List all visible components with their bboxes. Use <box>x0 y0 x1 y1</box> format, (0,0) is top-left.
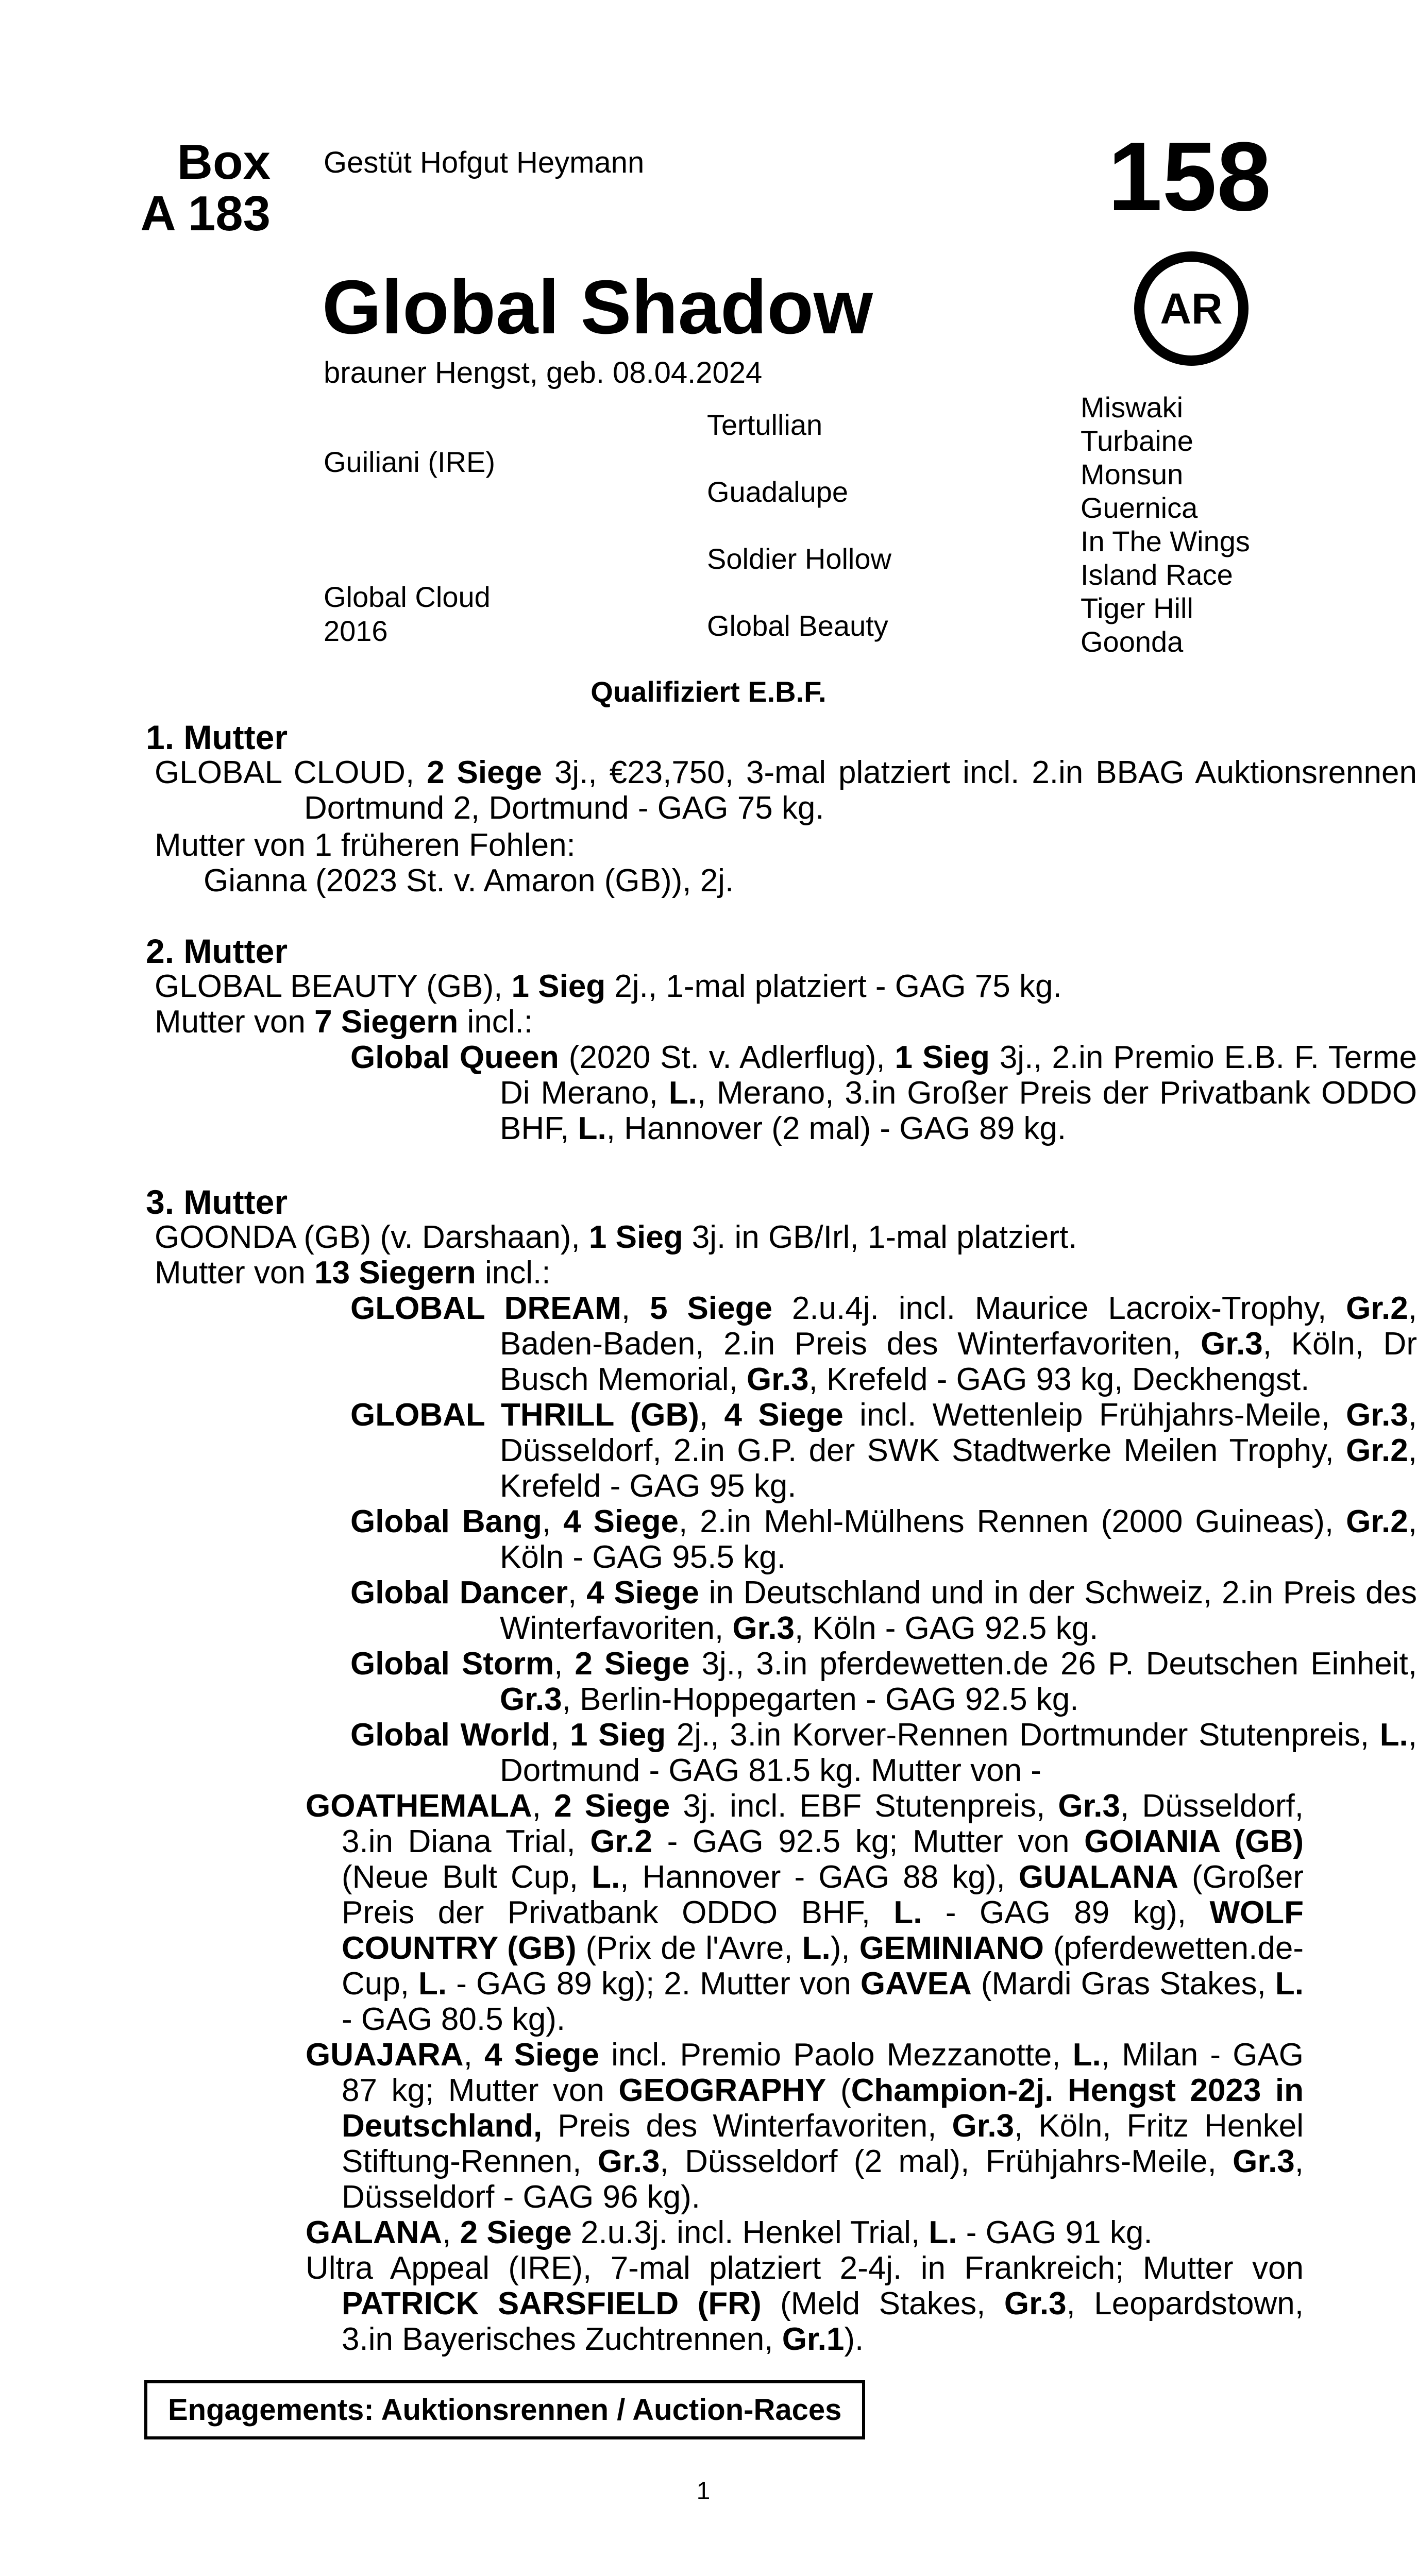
third-dam-record: GOONDA (GB) (v. Darshaan), 1 Sieg 3j. in GB/Irl, 1-mal platziert. <box>155 1219 1077 1255</box>
third-dam-winners: Mutter von 13 Siegern incl.: <box>155 1255 551 1291</box>
progeny-entry: Global Storm, 2 Siege 3j., 3.in pferdewetten.de 26 P. Deutschen Einheit, Gr.3, Berlin-Hoppegarten - GAG 92.5 kg. <box>350 1646 1417 1717</box>
ar-badge-text: AR <box>1160 284 1223 333</box>
ar-badge <box>1134 251 1249 366</box>
section-heading-3: 3. Mutter <box>146 1183 288 1221</box>
granddaughter-entry: GOATHEMALA, 2 Siege 3j. incl. EBF Stutenpreis, Gr.3, Düsseldorf, 3.in Diana Trial, Gr.2 - GAG 92.5 kg; Mutter von GOIANIA (GB) (Neue Bult Cup, L., Hannover - GAG 88 kg), GUALANA (Großer Preis der Privatbank ODDO BHF, L. - GAG 89 kg), WOLF COUNTRY (GB) (Prix de l'Avre, L.), GEMINIANO (pferdewetten.de-Cup, L. - GAG 89 kg); 2. Mutter von GAVEA (Mardi Gras Stakes, L. - GAG 80.5 kg). <box>306 1788 1304 2037</box>
second-dam-record: GLOBAL BEAUTY (GB), 1 Sieg 2j., 1-mal platziert - GAG 75 kg. <box>155 969 1062 1004</box>
granddaughter-entry: GALANA, 2 Siege 2.u.3j. incl. Henkel Trial, L. - GAG 91 kg. <box>306 2215 1153 2250</box>
granddaughter-entry: Ultra Appeal (IRE), 7-mal platziert 2-4j. in Frankreich; Mutter von PATRICK SARSFIELD (FR) (Meld Stakes, Gr.3, Leopardstown, 3.in Bayerisches Zuchtrennen, Gr.1). <box>306 2250 1304 2357</box>
pedigree-gen3-8: Goonda <box>1081 625 1184 658</box>
pedigree-gen2-3: Soldier Hollow <box>707 543 891 575</box>
pedigree-gen2-1: Tertullian <box>707 409 823 441</box>
box-word: Box <box>177 134 271 190</box>
pedigree-gen3-2: Turbaine <box>1081 425 1193 457</box>
qualification: Qualifiziert E.B.F. <box>591 675 826 708</box>
horse-name: Global Shadow <box>322 265 873 350</box>
pedigree-dam-year: 2016 <box>324 615 388 647</box>
breeder-name: Gestüt Hofgut Heymann <box>324 146 645 179</box>
section-heading-1: 1. Mutter <box>146 718 288 756</box>
pedigree-gen3-6: Island Race <box>1081 558 1233 591</box>
section-heading-2: 2. Mutter <box>146 932 288 970</box>
progeny-entry: GLOBAL THRILL (GB), 4 Siege incl. Wettenleip Frühjahrs-Meile, Gr.3, Düsseldorf, 2.in G.P. der SWK Stadtwerke Meilen Trophy, Gr.2, Krefeld - GAG 95 kg. <box>350 1397 1417 1504</box>
engagements-box <box>144 2380 865 2439</box>
granddaughter-entry: GUAJARA, 4 Siege incl. Premio Paolo Mezzanotte, L., Milan - GAG 87 kg; Mutter von GEOGRAPHY (Champion-2j. Hengst 2023 in Deutschland, Preis des Winterfavoriten, Gr.3, Köln, Fritz Henkel Stiftung-Rennen, Gr.3, Düsseldorf (2 mal), Frühjahrs-Meile, Gr.3, Düsseldorf - GAG 96 kg). <box>306 2037 1304 2215</box>
pedigree-gen2-2: Guadalupe <box>707 476 849 508</box>
engagements-text: Engagements: Auktionsrennen / Auction-Races <box>168 2393 842 2427</box>
dam-foals-heading: Mutter von 1 früheren Fohlen: <box>155 827 576 863</box>
progeny-entry: Global Bang, 4 Siege, 2.in Mehl-Mülhens Rennen (2000 Guineas), Gr.2, Köln - GAG 95.5 kg. <box>350 1504 1417 1575</box>
dam-foal-entry: Gianna (2023 St. v. Amaron (GB)), 2j. <box>204 863 734 899</box>
pedigree-gen3-1: Miswaki <box>1081 391 1184 423</box>
pedigree-sire: Guiliani (IRE) <box>324 446 495 478</box>
pedigree-gen3-4: Guernica <box>1081 492 1198 524</box>
progeny-entry: GLOBAL DREAM, 5 Siege 2.u.4j. incl. Maurice Lacroix-Trophy, Gr.2, Baden-Baden, 2.in Preis des Winterfavoriten, Gr.3, Köln, Dr Busch Memorial, Gr.3, Krefeld - GAG 93 kg, Deckhengst. <box>350 1291 1417 1397</box>
pedigree-dam: Global Cloud <box>324 581 491 613</box>
progeny-entry: Global Dancer, 4 Siege in Deutschland und in der Schweiz, 2.in Preis des Winterfavoriten, Gr.3, Köln - GAG 92.5 kg. <box>350 1575 1417 1646</box>
second-dam-winners: Mutter von 7 Siegern incl.: <box>155 1004 533 1040</box>
dam-record: GLOBAL CLOUD, 2 Siege 3j., €23,750, 3-mal platziert incl. 2.in BBAG Auktionsrennen Dortmund 2, Dortmund - GAG 75 kg. <box>155 755 1417 826</box>
box-number: A 183 <box>140 186 271 241</box>
pedigree-gen3-3: Monsun <box>1081 458 1184 490</box>
pedigree-gen2-4: Global Beauty <box>707 609 888 642</box>
pedigree-gen3-5: In The Wings <box>1081 525 1250 557</box>
progeny-entry: Global World, 1 Sieg 2j., 3.in Korver-Rennen Dortmunder Stutenpreis, L., Dortmund - GAG 81.5 kg. Mutter von - <box>350 1717 1417 1788</box>
lot-number: 158 <box>1108 122 1272 231</box>
page-number: 1 <box>696 2478 711 2505</box>
pedigree-gen3-7: Tiger Hill <box>1081 592 1193 624</box>
box-label <box>119 134 271 241</box>
horse-description: brauner Hengst, geb. 08.04.2024 <box>324 356 763 389</box>
progeny-entry: Global Queen (2020 St. v. Adlerflug), 1 Sieg 3j., 2.in Premio E.B. F. Terme Di Merano, L., Merano, 3.in Großer Preis der Privatbank ODDO BHF, L., Hannover (2 mal) - GAG 89 kg. <box>350 1040 1417 1146</box>
